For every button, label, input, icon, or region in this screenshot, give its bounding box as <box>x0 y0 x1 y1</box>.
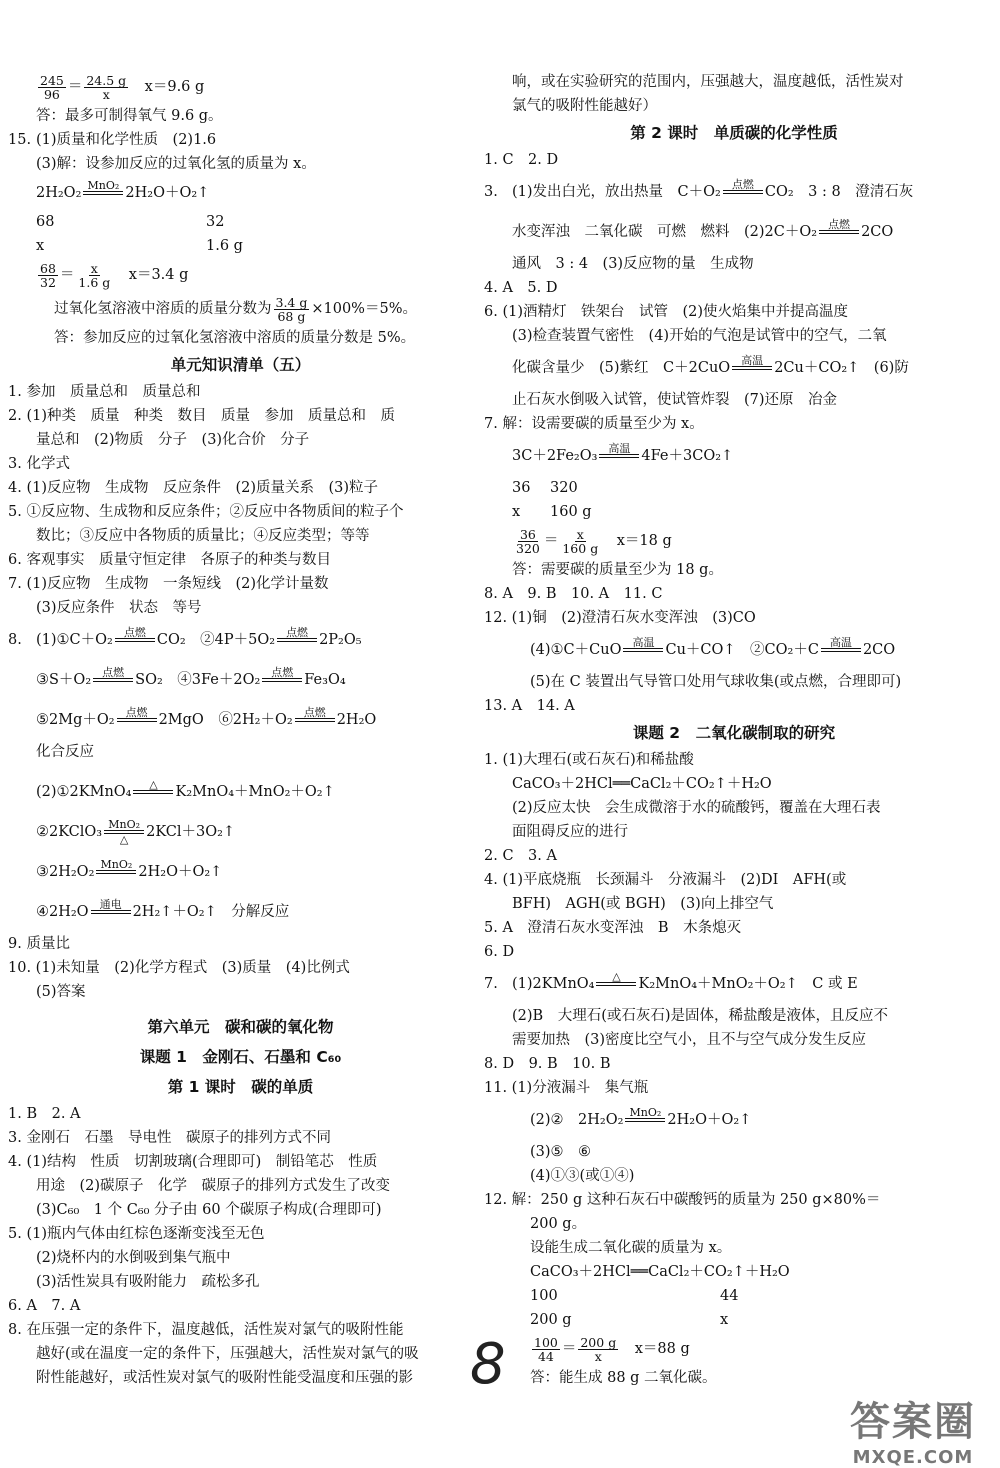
equation-line: 2H₂O₂ MnO₂ 2H₂O＋O₂↑ <box>8 176 473 210</box>
fraction: $\frac{36}{320}$ <box>516 526 540 556</box>
lesson-heading: 第 1 课时 碳的单质 <box>167 1078 314 1096</box>
list-item: (2)反应太快 会生成微溶于水的硫酸钙，覆盖在大理石表 <box>512 800 881 816</box>
list-item: 200 g。 <box>530 1216 587 1232</box>
equation-line: ④2H₂O 通电 2H₂↑＋O₂↑ 分解反应 <box>8 892 473 932</box>
list-item: (2)B 大理石(或石灰石)是固体，稀盐酸是液体，且反应不 <box>512 1008 889 1024</box>
list-item: 12. (1)铜 (2)澄清石灰水变浑浊 (3)CO <box>484 610 756 626</box>
list-item: 1. C 2. D <box>484 152 559 168</box>
list-item: 水变浑浊 二氧化碳 可燃 燃料 (2)2C＋O₂ 点燃 2CO <box>484 212 984 252</box>
list-item: (5)在 C 装置出气导管口处用气球收集(或点燃，合理即可) <box>530 674 902 690</box>
text-line: 过氧化氢溶液中溶质的质量分数为 $\frac{3.4 g}{68 g}$ ×100%＝5%。 <box>54 294 417 324</box>
list-item: 4. A 5. D <box>484 280 558 296</box>
list-item: 越好(或在温度一定的条件下，压强越大，活性炭对氯气的吸 <box>36 1346 419 1362</box>
list-item: 8. D 9. B 10. B <box>484 1056 611 1072</box>
list-item: 需要加热 (3)密度比空气小，且不与空气成分发生反应 <box>512 1032 867 1048</box>
list-item: 6. A 7. A <box>8 1298 81 1314</box>
question-15: 15. (1)质量和化学性质 (2)1.6 <box>8 132 217 148</box>
text-line: 化合反应 <box>36 744 94 760</box>
reaction-condition: 高温 <box>623 637 663 663</box>
reaction-condition: △ <box>596 971 636 997</box>
reaction-condition: MnO₂ <box>83 180 123 206</box>
watermark-line1: 答案圈 <box>850 1399 976 1445</box>
mass-line: x 1.6 g <box>36 238 243 254</box>
list-item: (3)检查装置气密性 (4)开始的气泡是试管中的空气，二氧 <box>512 328 887 344</box>
list-item: 8. 在压强一定的条件下，温度越低，活性炭对氯气的吸附性能 <box>8 1322 404 1338</box>
list-item: (5)答案 <box>36 984 86 1000</box>
list-item: (3)⑤ ⑥ <box>530 1144 592 1160</box>
equation-line: CaCO₃＋2HCl══CaCl₂＋CO₂↑＋H₂O <box>530 1264 790 1280</box>
unit-heading: 第六单元 碳和碳的氧化物 <box>147 1018 334 1036</box>
list-item: 数比；③反应中各物质的质量比；④反应类型；等等 <box>36 528 370 544</box>
list-item: 12. 解：250 g 这种石灰石中碳酸钙的质量为 250 g×80%＝ <box>484 1192 881 1208</box>
fraction: $\frac{x}{160 g}$ <box>562 526 599 556</box>
fraction: $\frac{x}{1.6 g}$ <box>78 260 111 290</box>
list-item: (3)反应条件 状态 等号 <box>36 600 202 616</box>
reaction-condition: MnO₂ <box>625 1107 665 1133</box>
reaction-condition: 高温 <box>821 637 861 663</box>
list-item: (2)② 2H₂O₂ MnO₂ 2H₂O＋O₂↑ <box>484 1100 984 1140</box>
reaction-condition: MnO₂ △ <box>104 819 144 845</box>
list-item: (3)活性炭具有吸附能力 疏松多孔 <box>36 1274 260 1290</box>
list-item: 6. (1)酒精灯 铁架台 试管 (2)使火焰集中并提高温度 <box>484 304 849 320</box>
reaction-condition: 点燃 <box>277 627 317 653</box>
topic-heading: 课题 1 金刚石、石墨和 C₆₀ <box>139 1048 342 1066</box>
answer-line: 答：需要碳的质量至少为 18 g。 <box>512 562 723 578</box>
text-line: (3)解：设参加反应的过氧化氢的质量为 x。 <box>36 156 316 172</box>
topic-heading: 课题 2 二氧化碳制取的研究 <box>632 724 836 742</box>
reaction-condition: 点燃 <box>723 179 763 205</box>
list-item: (4)①③(或①④) <box>530 1168 635 1184</box>
watermark-line2: MXQE.COM <box>852 1447 974 1468</box>
list-item: 1. B 2. A <box>8 1106 81 1122</box>
answer-line: 答：最多可制得氧气 9.6 g。 <box>36 108 223 124</box>
list-item: (2)烧杯内的水倒吸到集气瓶中 <box>36 1250 231 1266</box>
lesson-heading: 第 2 课时 单质碳的化学性质 <box>630 124 838 142</box>
list-item: 量总和 (2)物质 分子 (3)化合价 分子 <box>36 432 310 448</box>
fraction: $\frac{3.4 g}{68 g}$ <box>275 294 308 324</box>
mass-line: 100 44 <box>530 1288 739 1304</box>
answer-line: 答：参加反应的过氧化氢溶液中溶质的质量分数是 5%。 <box>54 330 416 346</box>
list-item: 通风 3 : 4 (3)反应物的量 生成物 <box>512 256 754 272</box>
list-item: 用途 (2)碳原子 化学 碳原子的排列方式发生了改变 <box>36 1178 391 1194</box>
equation-line: ⑤2Mg＋O₂ 点燃 2MgO ⑥2H₂＋O₂ 点燃 2H₂O <box>8 700 473 740</box>
list-item: 10. (1)未知量 (2)化学方程式 (3)质量 (4)比例式 <box>8 960 350 976</box>
mass-line: 200 g x <box>530 1312 729 1328</box>
list-item: (3)C₆₀ 1 个 C₆₀ 分子由 60 个碳原子构成(合理即可) <box>36 1202 382 1218</box>
reaction-condition: 点燃 <box>262 667 302 693</box>
fraction: $\frac{68}{32}$ <box>40 260 56 290</box>
list-item: 7. (1)2KMnO₄ △ K₂MnO₄＋MnO₂＋O₂↑ C 或 E <box>484 964 984 1004</box>
text-line: 氯气的吸附性能越好） <box>512 98 657 114</box>
answer-line: 答：能生成 88 g 二氧化碳。 <box>530 1370 717 1386</box>
ratio-line: $\frac{68}{32}$ ＝ $\frac{x}{1.6 g}$ x＝3.4 g <box>40 260 189 290</box>
list-item: (4)①C＋CuO 高温 Cu＋CO↑ ②CO₂＋C 高温 2CO <box>484 630 984 670</box>
list-item: 3. 化学式 <box>8 456 70 472</box>
list-item: 2. (1)种类 质量 种类 数目 质量 参加 质量总和 质 <box>8 408 395 424</box>
reaction-condition: 点燃 <box>819 219 859 245</box>
fraction: $\frac{100}{44}$ <box>534 1334 558 1364</box>
reaction-condition: 点燃 <box>117 707 157 733</box>
watermark-logo <box>850 1390 976 1468</box>
page-number: 8 <box>470 1332 506 1397</box>
fraction: $\frac{24.5 g}{x}$ <box>86 72 127 102</box>
reaction-condition: 点燃 <box>115 627 155 653</box>
mass-line: x 160 g <box>512 504 592 520</box>
list-item: 4. (1)反应物 生成物 反应条件 (2)质量关系 (3)粒子 <box>8 480 379 496</box>
ratio-line: $\frac{245}{96}$ ＝ $\frac{24.5 g}{x}$ x＝9.6 g <box>40 72 205 102</box>
reaction-condition: △ <box>133 779 173 805</box>
ratio-line: $\frac{36}{320}$ ＝ $\frac{x}{160 g}$ x＝18 g <box>516 526 672 556</box>
list-item: 7. 解：设需要碳的质量至少为 x。 <box>484 416 704 432</box>
list-item: 设能生成二氧化碳的质量为 x。 <box>530 1240 732 1256</box>
list-item: 4. (1)平底烧瓶 长颈漏斗 分液漏斗 (2)DI AFH(或 <box>484 872 847 888</box>
equation-line: 3C＋2Fe₂O₃ 高温 4Fe＋3CO₂↑ <box>484 436 984 476</box>
equation-line: 8. (1)①C＋O₂ 点燃 CO₂ ②4P＋5O₂ 点燃 2P₂O₅ <box>8 620 473 660</box>
reaction-condition: 高温 <box>732 355 772 381</box>
list-item: 4. (1)结构 性质 切割玻璃(合理即可) 制铅笔芯 性质 <box>8 1154 378 1170</box>
list-item: 6. 客观事实 质量守恒定律 各原子的种类与数目 <box>8 552 331 568</box>
equation-line: ③2H₂O₂ MnO₂ 2H₂O＋O₂↑ <box>8 852 473 892</box>
list-item: 5. ①反应物、生成物和反应条件；②反应中各物质间的粒子个 <box>8 504 404 520</box>
list-item: 止石灰水倒吸入试管，使试管炸裂 (7)还原 冶金 <box>512 392 838 408</box>
list-item: 3. (1)发出白光，放出热量 C＋O₂ 点燃 CO₂ 3 : 8 澄清石灰 <box>484 172 984 212</box>
list-item: 1. (1)大理石(或石灰石)和稀盐酸 <box>484 752 694 768</box>
reaction-condition: 点燃 <box>93 667 133 693</box>
section-heading: 单元知识清单（五） <box>170 356 311 374</box>
list-item: 5. (1)瓶内气体由红棕色逐渐变浅至无色 <box>8 1226 265 1242</box>
list-item: 化碳含量少 (5)紫红 C＋2CuO 高温 2Cu＋CO₂↑ (6)防 <box>484 348 984 388</box>
list-item: 面阻碍反应的进行 <box>512 824 628 840</box>
mass-line: 36 320 <box>512 480 578 496</box>
text-line: 响，或在实验研究的范围内，压强越大，温度越低，活性炭对 <box>512 74 904 90</box>
list-item: 11. (1)分液漏斗 集气瓶 <box>484 1080 649 1096</box>
list-item: BFH) AGH(或 BGH) (3)向上排空气 <box>512 896 774 912</box>
ratio-line: $\frac{100}{44}$ ＝ $\frac{200 g}{x}$ x＝88 g <box>534 1334 690 1364</box>
list-item: 9. 质量比 <box>8 936 70 952</box>
list-item: 6. D <box>484 944 515 960</box>
list-item: 2. C 3. A <box>484 848 557 864</box>
fraction: $\frac{245}{96}$ <box>40 72 64 102</box>
equation-line: ②2KClO₃ MnO₂ △ 2KCl＋3O₂↑ <box>36 818 236 846</box>
list-item: 7. (1)反应物 生成物 一条短线 (2)化学计量数 <box>8 576 329 592</box>
right-column <box>484 70 984 1390</box>
reaction-condition: 点燃 <box>295 707 335 733</box>
list-item: 3. 金刚石 石墨 导电性 碳原子的排列方式不同 <box>8 1130 331 1146</box>
list-item: 1. 参加 质量总和 质量总和 <box>8 384 201 400</box>
list-item: 13. A 14. A <box>484 698 575 714</box>
equation-line: CaCO₃＋2HCl══CaCl₂＋CO₂↑＋H₂O <box>512 776 772 792</box>
list-item: 5. A 澄清石灰水变浑浊 B 木条熄灭 <box>484 920 742 936</box>
list-item: 8. A 9. B 10. A 11. C <box>484 586 663 602</box>
fraction: $\frac{200 g}{x}$ <box>580 1334 617 1364</box>
reaction-condition: 通电 <box>91 899 131 925</box>
equation-line: ③S＋O₂ 点燃 SO₂ ④3Fe＋2O₂ 点燃 Fe₃O₄ <box>8 660 473 700</box>
mass-line: 68 32 <box>36 214 225 230</box>
reaction-condition: MnO₂ <box>96 859 136 885</box>
equation-line: (2)①2KMnO₄ △ K₂MnO₄＋MnO₂＋O₂↑ <box>8 772 473 812</box>
left-column <box>8 70 473 1390</box>
reaction-condition: 高温 <box>599 443 639 469</box>
list-item: 附性能越好，或活性炭对氯气的吸附性能受温度和压强的影 <box>36 1370 413 1386</box>
